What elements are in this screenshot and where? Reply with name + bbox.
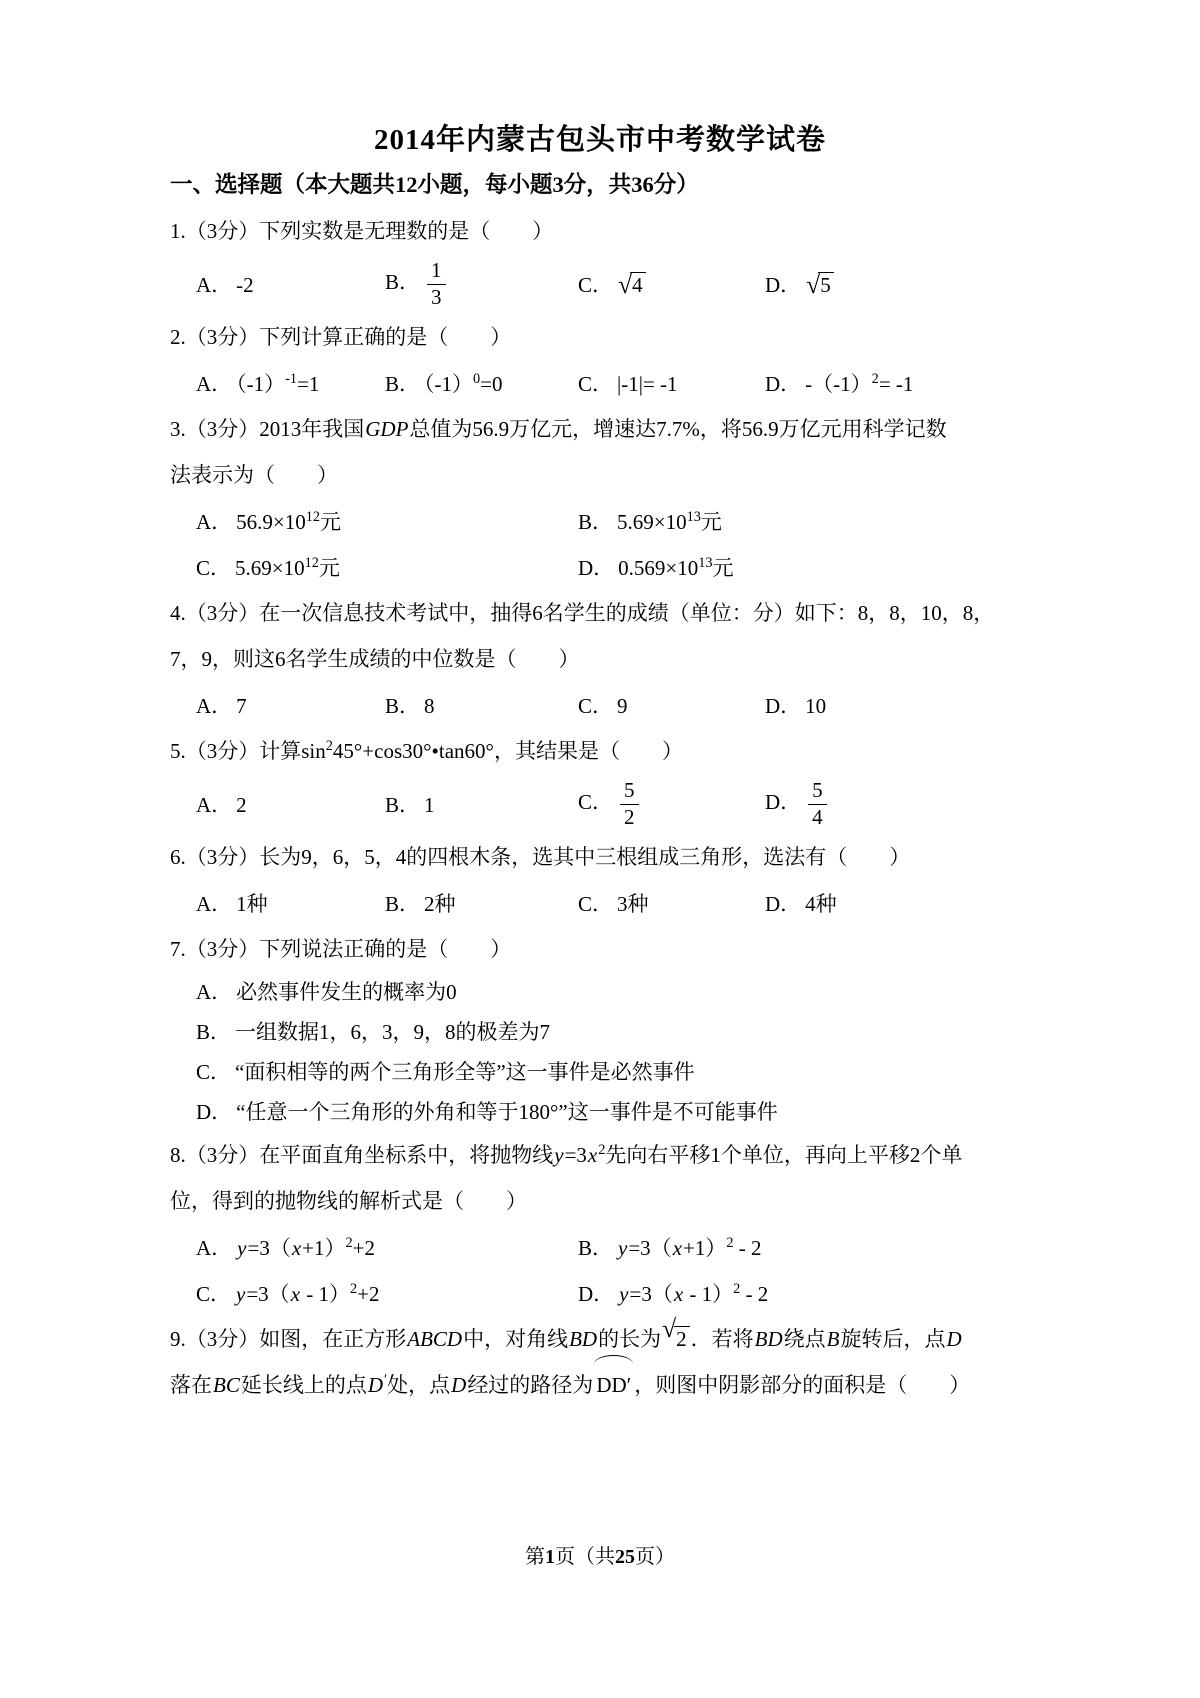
question-7-stem: 7.（3分）下列说法正确的是（ ） [170,937,512,961]
question-8-stem-line-2: 位，得到的抛物线的解析式是（ ） [170,1189,527,1213]
option-value: √5 [805,273,835,297]
option-a [196,690,385,720]
question-8 [170,1132,1030,1316]
option-c [578,779,765,828]
option-a [196,269,385,299]
option-a [196,789,385,819]
question-3-stem-line-1: 3.（3分）2013年我国GDP总值为56.9万亿元，增速达7.7%，将56.9万亿元用科学记数 [170,417,947,441]
option-d [765,368,1030,398]
question-9 [170,1316,1030,1408]
option-label: D． [765,694,802,718]
question-4-stem-line-1: 4.（3分）在一次信息技术考试中，抽得6名学生的成绩（单位：分）如下：8，8，10，8， [170,601,995,625]
option-value: $y=3(x+1)^2+2$ [237,1235,375,1260]
option-b [385,789,578,819]
option-label: C． [578,372,614,396]
option-value: y=3（x - 1）$^2$+2 [236,1281,380,1306]
option-value: 3种 [617,892,649,916]
question-6-stem: 6.（3分）长为9，6，5，4的四根木条，选其中三根组成三角形，选法有（ ） [170,845,911,869]
option-value: $y=3(x+1)^2 - 2$ [618,1235,762,1260]
option-label: D． [765,372,802,396]
question-1-options [170,254,1030,314]
question-9-stem-line-1: 9.（3分）如图，在正方形ABCD中，对角线BD的长为√2 ．若将BD绕点B旋转后，点D [170,1314,962,1351]
option-value: 8 [424,694,435,718]
option-label: A． [196,273,233,297]
option-label: D． [765,892,802,916]
option-value: y=3（x - 1）$^2$ - 2 [619,1281,769,1306]
option-label: C． [196,1060,232,1084]
option-a [196,368,385,398]
option-label: A． [196,510,233,534]
question-1-stem: 1.（3分）下列实数是无理数的是（ ） [170,219,554,243]
option-value: $(-1)^{-1}=1$ [236,371,320,396]
option-label: D． [578,1282,615,1306]
option-label: B． [385,269,421,294]
option-value: |-1|= -1 [617,372,678,396]
document-body [170,0,1030,1408]
option-label: A． [196,1236,233,1260]
option-c [196,1278,578,1308]
option-a [196,1232,578,1262]
option-b [578,506,1030,536]
option-b [196,1012,1030,1052]
question-9-stem-line-2: 落在BC延长线上的点D′处，点D经过的路径为 DD′ ，则图中阴影部分的面积是（ ） [170,1362,1030,1408]
option-label: B． [196,1020,232,1044]
option-value: $5.69\times 10^{12}$元 [235,555,340,580]
option-value: $0.569\times 10^{13}$元 [618,555,734,580]
option-label: A． [196,694,233,718]
option-label: A． [196,980,233,1004]
option-label: C． [196,556,232,580]
option-value: $\frac{5}{4}$ [805,790,830,814]
option-d [578,1278,1030,1308]
question-5-stem: 5.（3分）计算$\sin^245^\circ+\cos 30^\circ•\tan 60^\circ$，其结果是（ ） [170,738,683,763]
option-b [385,259,578,308]
section-heading: 一、选择题（本大题共12小题，每小题3分，共36分） [170,172,699,197]
question-5 [170,728,1030,834]
option-label: D． [196,1100,233,1124]
option-b [385,368,578,398]
option-value: 4种 [805,892,837,916]
question-3-stem-line-2: 法表示为（ ） [170,463,338,487]
option-value: $(-1)^0=0$ [424,371,503,396]
question-7-options [170,972,1030,1132]
question-1 [170,208,1030,314]
question-3 [170,406,1030,590]
option-label: B． [385,694,421,718]
option-value: $\frac{5}{2}$ [617,790,642,814]
option-label: B． [385,892,421,916]
option-value: 2 [236,793,247,817]
option-value: 2种 [424,892,456,916]
question-6 [170,834,1030,926]
option-label: A． [196,372,233,396]
option-b [385,888,578,918]
question-2-stem: 2.（3分）下列计算正确的是（ ） [170,325,512,349]
option-label: C． [196,1282,232,1306]
question-8-stem-line-1: 8.（3分）在平面直角坐标系中，将抛物线$y=3x^2$先向右平移1个单位，再向上平移2个单 [170,1142,963,1167]
option-c [578,368,765,398]
option-label: C． [578,273,614,297]
option-a [196,506,578,536]
option-d [765,779,1030,828]
option-label: B． [385,793,421,817]
option-value: $5.69\times 10^{13}$元 [617,509,722,534]
option-value: “任意一个三角形的外角和等于180°”这一事件是不可能事件 [236,1100,778,1124]
question-3-options [170,498,1030,590]
option-value: 必然事件发生的概率为0 [236,980,457,1004]
question-8-options [170,1224,1030,1316]
option-b [578,1232,1030,1262]
option-value: 1种 [236,892,268,916]
option-label: C． [578,789,614,814]
option-label: B． [385,372,421,396]
option-label: B． [578,1236,614,1260]
option-d [765,690,1030,720]
option-value: 9 [617,694,628,718]
option-label: D． [765,789,802,814]
option-c [578,269,765,299]
option-value: √4 [617,273,647,297]
question-4-options [170,682,1030,728]
option-value: 一组数据1，6，3，9，8的极差为7 [235,1020,551,1044]
option-d [765,269,1030,299]
option-value: “面积相等的两个三角形全等”这一事件是必然事件 [235,1060,695,1084]
option-value: $\frac{1}{3}$ [424,270,449,294]
option-label: C． [578,694,614,718]
option-label: B． [578,510,614,534]
question-7 [170,926,1030,1132]
question-4 [170,590,1030,728]
option-b [385,690,578,720]
question-2-options [170,360,1030,406]
question-6-options [170,880,1030,926]
option-c [578,888,765,918]
option-a [196,972,1030,1012]
option-label: A． [196,793,233,817]
page-title: 2014年内蒙古包头市中考数学试卷 [373,124,826,156]
option-d [578,552,1030,582]
option-label: A． [196,892,233,916]
option-label: D． [765,273,802,297]
option-label: D． [578,556,615,580]
option-a [196,888,385,918]
option-d [765,888,1030,918]
option-label: C． [578,892,614,916]
question-2 [170,314,1030,406]
option-value: -2 [236,273,254,297]
question-4-stem-line-2: 7，9，则这6名学生成绩的中位数是（ ） [170,647,580,671]
page-footer: 第1页（共25页） [525,1546,675,1568]
option-c [196,552,578,582]
option-value: 7 [236,694,247,718]
option-d [196,1092,1030,1132]
option-value: $-(-1)^2= -1$ [805,371,914,396]
option-c [578,690,765,720]
option-c [196,1052,1030,1092]
option-value: 10 [805,694,827,718]
option-value: $56.9\times 10^{12}$元 [236,509,342,534]
option-value: 1 [424,793,435,817]
question-5-options [170,774,1030,834]
